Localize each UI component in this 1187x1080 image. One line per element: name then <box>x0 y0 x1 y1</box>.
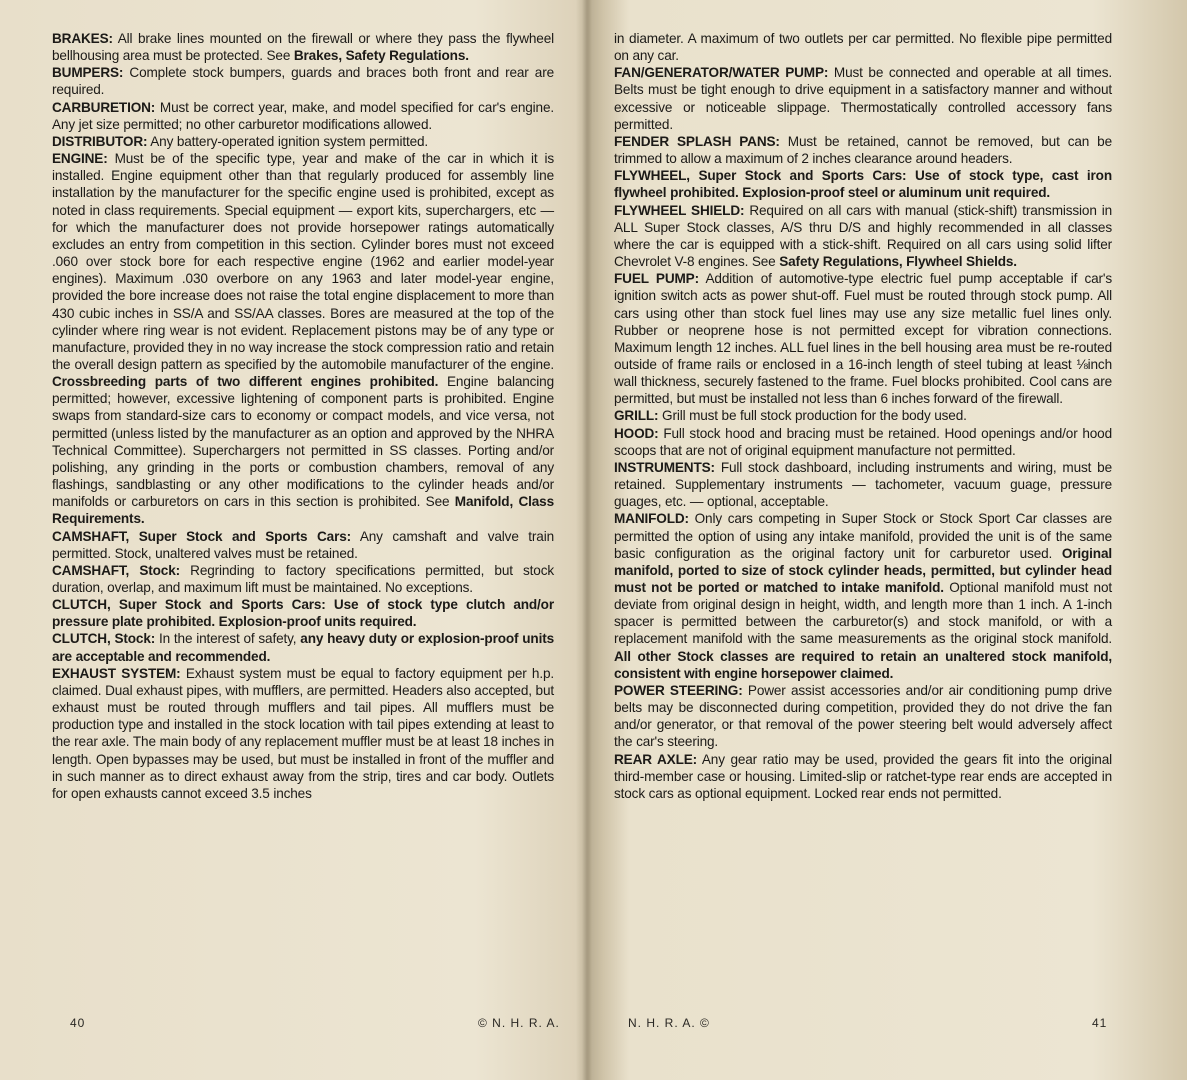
rule-heading: CLUTCH, Super Stock and Sports Cars: <box>52 597 326 613</box>
rule-emphasis: any heavy duty or explosion-proof units are acceptable and recommended. <box>52 631 554 664</box>
rule-paragraph <box>614 270 1112 407</box>
rule-text <box>906 168 915 183</box>
rule-emphasis: Manifold, Class Requirements. <box>52 494 554 527</box>
rule-text: Must be of the specific type, year and make of the car in which it is installed. Engine equipment other than that regularly produced for assembly line installation by the manufacturer for the specific engine used is prohibited, except as noted in class requirements. Special equipment — export kits, superchargers, etc — for which the manufacturer does not provide horsepower ratings automatically excludes an entry from competition in this section. Cylinder bores must not exceed .060 over stock bore for each respective engine (1962 and earlier model-year engines). Maximum .030 overbore on any 1963 and later model-year engine, provided the bore increase does not raise the total engine displacement to more than 430 cubic inches in SS/A and SS/AA classes. Bores are measured at the top of the cylinder where ring wear is not evident. Replacement pistons may be of any type or manufacture, provided they in no way increase the stock compression ratio and retain the overall design pattern as specified by the automobile manufacturer of the engine. <box>52 151 554 372</box>
book-gutter <box>582 0 592 1080</box>
rule-heading: FUEL PUMP: <box>614 271 699 287</box>
rule-text: Full stock hood and bracing must be retained. Hood openings and/or hood scoops that are not of original equipment manufacture not permitted. <box>614 425 1112 458</box>
rule-heading: CLUTCH, Stock: <box>52 631 156 647</box>
left-page-copyright: © N. H. R. A. <box>478 1016 560 1030</box>
rule-paragraph <box>52 64 554 98</box>
rule-heading: BRAKES: <box>52 31 113 46</box>
rule-paragraph <box>52 150 554 527</box>
rule-text: in diameter. A maximum of two outlets per car permitted. No flexible pipe permitted on any car. <box>614 31 1112 64</box>
rule-paragraph <box>614 133 1112 167</box>
rule-text: Required on all cars with manual (stick-shift) transmission in ALL Super Stock classes, A/S thru D/S and highly recommended in all classes where the car is equipped with a stick-shift. Required on all cars using solid lifter Chevrolet V-8 engines. See <box>614 202 1112 270</box>
rule-paragraph <box>614 64 1112 133</box>
rule-heading: CAMSHAFT, Super Stock and Sports Cars: <box>52 528 352 544</box>
rule-text: Must be connected and operable at all times. Belts must be tight enough to drive equipment in a satisfactory manner and without excessive or noticeable slippage. Thermostatically controlled accessory fans permitted. <box>614 65 1112 132</box>
rule-heading: POWER STEERING: <box>614 682 743 698</box>
rule-heading: FLYWHEEL, Super Stock and Sports Cars: <box>614 168 907 184</box>
right-page <box>614 30 1112 802</box>
right-page-number: 41 <box>1092 1016 1108 1030</box>
right-page-copyright: N. H. R. A. © <box>628 1016 710 1030</box>
rule-heading: BUMPERS: <box>52 65 124 81</box>
rule-heading: FLYWHEEL SHIELD: <box>614 202 745 218</box>
rule-text: Any camshaft and valve train permitted. Stock, unaltered valves must be retained. <box>52 528 554 561</box>
rule-text: Optional manifold must not deviate from original design in height, width, and length more than 1 inch. A 1-inch spacer is permitted between the carburetor(s) and stock manifold, or with a replacement manifold with the same measurements as the original stock manifold. <box>614 580 1112 647</box>
rule-paragraph <box>614 751 1112 802</box>
rule-emphasis: Crossbreeding parts of two different engines prohibited. <box>52 374 439 390</box>
rule-heading: FAN/GENERATOR/WATER PUMP: <box>614 65 829 81</box>
rule-heading: INSTRUMENTS: <box>614 459 715 475</box>
rule-text: Engine balancing permitted; however, excessive lightening of component parts is prohibited. Engine swaps from standard-size cars to economy or compact models, and vice versa, not permitted (unless listed by the manufacturer as an option and approved by the NHRA Technical Committee). Superchargers not permitted in SS classes. Porting and/or polishing, any grinding in the ports or combustion chambers, removal of any flashings, sandblasting or any other modifications to the cylinder heads and/or manifolds or carburetors on cars in this section is prohibited. See <box>52 374 555 510</box>
rule-heading: FENDER SPLASH PANS: <box>614 133 780 149</box>
rule-text: Grill must be full stock production for the body used. <box>658 408 967 424</box>
rule-text: Any gear ratio may be used, provided the gears fit into the original third-member case or housing. Limited-slip or ratchet-type rear ends are accepted in stock cars as optional equipment. Locked rear ends not permitted. <box>614 751 1112 801</box>
rule-paragraph <box>614 510 1112 682</box>
right-page-body <box>614 30 1112 802</box>
rule-paragraph <box>52 630 554 664</box>
rule-text: Must be retained, cannot be removed, but can be trimmed to allow a maximum of 2 inches clearance around headers. <box>614 133 1112 167</box>
rule-paragraph <box>52 30 554 64</box>
left-page-body <box>52 30 554 802</box>
rule-paragraph <box>614 407 1112 424</box>
rule-text: Must be correct year, make, and model specified for car's engine. Any jet size permitted; no other carburetor modifications allowed. <box>52 99 554 132</box>
rule-paragraph <box>52 596 554 630</box>
left-page <box>52 30 554 802</box>
rule-heading: CAMSHAFT, Stock: <box>52 562 180 578</box>
rule-text: Power assist accessories and/or air conditioning pump drive belts may be disconnected during competition, provided they do not drive the fan and/or generator, or that removal of the power steering belt would adversely affect the car's steering. <box>614 682 1112 750</box>
rule-emphasis: Original manifold, ported to size of stock cylinder heads, permitted, but cylinder head must not be ported or matched to intake manifold. <box>614 545 1112 595</box>
rule-paragraph <box>52 99 554 133</box>
rule-heading: EXHAUST SYSTEM: <box>52 665 181 681</box>
rule-heading: ENGINE: <box>52 151 108 167</box>
rule-paragraph <box>52 133 554 150</box>
rule-text: Complete stock bumpers, guards and braces both front and rear are required. <box>52 65 554 98</box>
rule-heading: CARBURETION: <box>52 99 156 115</box>
rule-emphasis: Safety Regulations, Flywheel Shields. <box>779 254 1017 270</box>
rule-text: Any battery-operated ignition system permitted. <box>147 133 429 149</box>
rule-text: In the interest of safety, <box>155 631 301 647</box>
rule-paragraph <box>614 202 1112 271</box>
rule-text: All brake lines mounted on the firewall or where they pass the flywheel bellhousing area must be protected. See <box>52 31 554 64</box>
rule-text: Exhaust system must be equal to factory equipment per h.p. claimed. Dual exhaust pipes, with mufflers, are permitted. Headers also accepted, but exhaust must be routed through mufflers and tail pipes. All mufflers must be production type and installed in the stock location with tail pipes extending at least to the rear axle. The main body of any replacement muffler must be at least 18 inches in length. Open bypasses may be used, but must be installed in front of the muffler and in such manner as to direct exhaust away from the strip, tires and car body. Outlets for open exhausts cannot exceed 3.5 inches <box>52 665 554 801</box>
rule-text: Regrinding to factory specifications permitted, but stock duration, overlap, and maximum lift must be maintained. No exceptions. <box>52 562 554 595</box>
rule-paragraph <box>614 30 1112 64</box>
rule-emphasis: Use of stock type, cast iron flywheel prohibited. Explosion-proof steel or aluminum unit required. <box>614 168 1112 201</box>
rule-heading: MANIFOLD: <box>614 511 689 527</box>
rule-text: Addition of automotive-type electric fuel pump acceptable if car's ignition switch acts as power shut-off. Fuel must be routed through stock pump. All cars using other than stock fuel lines may use any size metallic fuel lines only. Rubber or neoprene hose is not permitted except for vibration connections. Maximum length 12 inches. ALL fuel lines in the bell housing area must be re-routed outside of frame rails or enclosed in a 16-inch length of steel tubing at least ⅛inch wall thickness, securely fastened to the frame. Fuel blocks prohibited. Cool cans are permitted, but must be installed not less than 6 inches forward of the firewall. <box>614 271 1112 407</box>
rule-paragraph <box>52 665 554 802</box>
rule-heading: REAR AXLE: <box>614 751 698 767</box>
rule-emphasis: Use of stock type clutch and/or pressure plate prohibited. Explosion-proof units required. <box>52 597 554 630</box>
left-page-number: 40 <box>70 1016 86 1030</box>
rule-emphasis: Brakes, Safety Regulations. <box>293 48 469 64</box>
rule-text: Full stock dashboard, including instruments and wiring, must be retained. Supplementary instruments — tachometer, vacuum guage, pressure guages, etc. — optional, acceptable. <box>614 459 1112 510</box>
rule-paragraph <box>52 528 554 562</box>
rule-paragraph <box>614 167 1112 201</box>
rule-text <box>326 597 334 612</box>
rule-paragraph <box>52 562 554 596</box>
rule-paragraph <box>614 459 1112 510</box>
rule-heading: DISTRIBUTOR: <box>52 133 148 149</box>
rule-paragraph <box>614 682 1112 751</box>
rule-heading: HOOD: <box>614 425 659 441</box>
rule-paragraph <box>614 425 1112 459</box>
rule-heading: GRILL: <box>614 408 659 424</box>
rule-emphasis: All other Stock classes are required to retain an unaltered stock manifold, consistent with engine horsepower claimed. <box>614 648 1112 681</box>
rule-text: Only cars competing in Super Stock or Stock Sport Car classes are permitted the option of using any intake manifold, provided the unit is of the same basic configuration as the original factory unit for carburetor used. <box>614 511 1112 561</box>
